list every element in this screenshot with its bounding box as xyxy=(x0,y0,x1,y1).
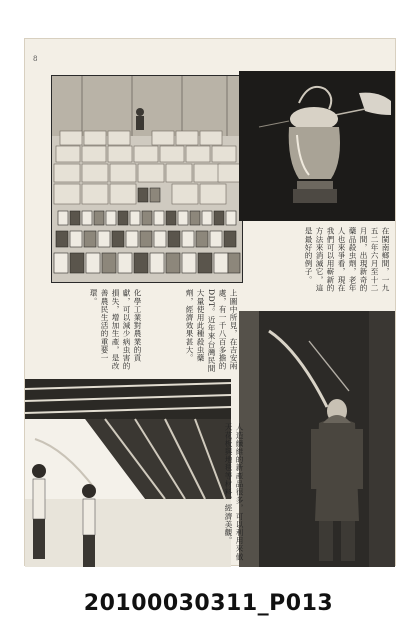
scan-id-footer xyxy=(0,566,417,640)
photo-ceiling-panels xyxy=(25,379,231,567)
caption-middle-right: 化學工業對農業的貢獻，可以減少病虫害的損失，增加生產，是改善農民生活的重要一環。 xyxy=(89,289,142,370)
photo-glass-flask xyxy=(239,71,395,221)
scan-id-label: 20100030311_P013 xyxy=(83,590,334,616)
photo-warehouse-sacks xyxy=(51,75,243,283)
caption-bottom-right: 人造纖維的新產品很多，可以利用來做天花板與地毯等材料，經濟美觀。 xyxy=(224,423,244,561)
photo-man-spray-test xyxy=(239,311,395,567)
caption-top-right: 在閩南鄉間，一九五二年六月至十二月間，出現新奇的藥品殺虫劑，老年人也來爭看，現在我們可以用嶄新的方法來消滅它，這是最好的例子。 xyxy=(304,227,390,292)
caption-middle-left: 上圖中所見，在吉安兩處，有一千八百多擔的DDT。近年來台灣民間大量使用此種殺虫藥劑，經濟效果甚大。 xyxy=(185,289,238,373)
magazine-page xyxy=(24,38,396,566)
page-number: 8 xyxy=(33,55,38,63)
